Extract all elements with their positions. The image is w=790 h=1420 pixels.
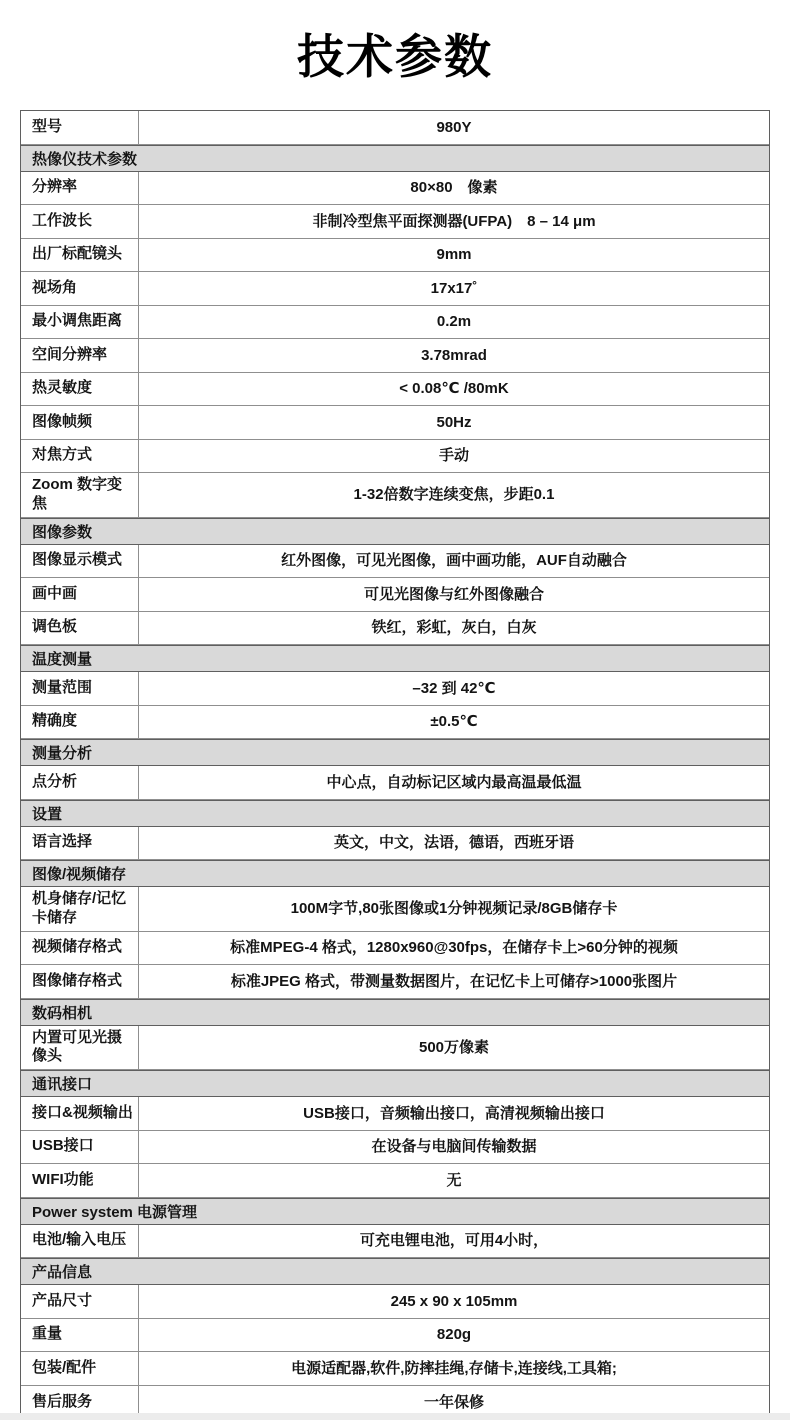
section-row (21, 1258, 769, 1285)
spec-value: USB接口，音频输出接口，高清视频输出接口 (303, 1104, 605, 1122)
section-label: 数码相机 (32, 1004, 93, 1022)
spec-label: 点分析 (21, 766, 139, 799)
spec-row (21, 1026, 769, 1071)
spec-label: Zoom 数字变焦 (21, 473, 139, 517)
spec-label: 重量 (21, 1319, 139, 1352)
spec-value: 无 (446, 1171, 462, 1189)
spec-row (21, 1131, 769, 1165)
spec-label: 产品尺寸 (21, 1285, 139, 1318)
spec-value: 3.78mrad (421, 346, 487, 364)
spec-row (21, 766, 769, 800)
spec-row (21, 1352, 769, 1386)
spec-value: 手动 (438, 447, 469, 464)
spec-value: 0.2m (436, 313, 472, 330)
spec-label: USB接口 (21, 1131, 139, 1164)
spec-value: 50Hz (436, 413, 472, 431)
spec-label: 热灵敏度 (21, 373, 139, 406)
spec-label: 画中画 (21, 578, 139, 611)
spec-value: 9mm (436, 246, 472, 263)
spec-row (21, 827, 769, 861)
spec-value: 80×80 像素 (410, 179, 498, 196)
spec-label: 内置可见光摄像头 (21, 1026, 139, 1070)
spec-label: 售后服务 (21, 1386, 139, 1420)
spec-value: < 0.08℃ /80mK (399, 380, 509, 397)
spec-value: 1-32倍数字连续变焦，步距0.1 (353, 486, 555, 503)
spec-value: 可充电锂电池，可用4小时， (359, 1232, 549, 1249)
section-row (21, 800, 769, 827)
spec-row (21, 578, 769, 612)
spec-row (21, 612, 769, 646)
footer-strip (0, 1413, 790, 1420)
spec-row (21, 1164, 769, 1198)
spec-label: 图像储存格式 (21, 965, 139, 998)
section-row (21, 518, 769, 545)
spec-row (21, 406, 769, 440)
section-label: 热像仪技术参数 (32, 150, 138, 168)
spec-label: 语言选择 (21, 827, 139, 860)
spec-value: 一年保修 (423, 1393, 484, 1411)
spec-label: 测量范围 (21, 672, 139, 705)
spec-value: 245 x 90 x 105mm (390, 1292, 518, 1310)
spec-row (21, 473, 769, 518)
spec-value: –32 到 42℃ (412, 679, 496, 697)
spec-label: 接口&视频输出 (21, 1097, 139, 1130)
spec-row (21, 932, 769, 966)
section-label: 设置 (32, 805, 63, 823)
spec-value: 英文，中文，法语，德语，西班牙语 (333, 834, 574, 851)
spec-value: 980Y (436, 118, 472, 136)
section-label: 通讯接口 (32, 1076, 93, 1093)
spec-row (21, 1319, 769, 1353)
spec-label: 空间分辨率 (21, 339, 139, 372)
spec-label: 工作波长 (21, 205, 139, 238)
spec-row (21, 205, 769, 239)
spec-value: 中心点，自动标记区域内最高温最低温 (326, 773, 582, 791)
spec-label: 分辨率 (21, 172, 139, 205)
spec-value: 820g (436, 1326, 472, 1343)
spec-label: 型号 (21, 111, 139, 144)
spec-row (21, 887, 769, 932)
section-row (21, 1198, 769, 1225)
section-label: 产品信息 (32, 1264, 93, 1281)
spec-row (21, 172, 769, 206)
spec-row (21, 545, 769, 579)
section-label: 温度测量 (32, 651, 93, 668)
spec-value: 铁红，彩虹，灰白，白灰 (371, 619, 537, 636)
spec-row (21, 373, 769, 407)
section-row (21, 739, 769, 766)
spec-value: 在设备与电脑间传输数据 (371, 1138, 537, 1155)
section-label: Power system 电源管理 (32, 1203, 198, 1221)
spec-row (21, 440, 769, 474)
spec-row (21, 339, 769, 373)
spec-label: 调色板 (21, 612, 139, 645)
section-row (21, 1070, 769, 1097)
spec-label: 图像帧频 (21, 406, 139, 439)
spec-value: 电源适配器,软件,防摔挂绳,存储卡,连接线,工具箱; (291, 1359, 617, 1377)
spec-value: 红外图像，可见光图像，画中画功能，AUF自动融合 (281, 552, 627, 569)
spec-label: 视场角 (21, 272, 139, 305)
section-row (21, 999, 769, 1026)
section-label: 图像/视频储存 (32, 866, 127, 883)
spec-label: WIFI功能 (21, 1164, 139, 1197)
section-row (21, 145, 769, 172)
spec-row (21, 706, 769, 740)
spec-table (20, 110, 770, 1420)
spec-label: 图像显示模式 (21, 545, 139, 578)
spec-label: 对焦方式 (21, 440, 139, 473)
spec-label: 最小调焦距离 (21, 306, 139, 339)
section-label: 测量分析 (32, 745, 93, 762)
spec-label: 机身储存/记忆卡储存 (21, 887, 139, 931)
spec-row (21, 239, 769, 273)
spec-row (21, 672, 769, 706)
section-row (21, 645, 769, 672)
spec-row (21, 965, 769, 999)
spec-value: 标准MPEG-4 格式，1280x960@30fps，在储存卡上>60分钟的视频 (230, 939, 678, 956)
spec-row (21, 111, 769, 145)
spec-value: 100M字节,80张图像或1分钟视频记录/8GB储存卡 (290, 900, 618, 917)
spec-value: 500万像素 (418, 1038, 490, 1056)
spec-row (21, 1097, 769, 1131)
spec-label: 包装/配件 (21, 1352, 139, 1385)
spec-label: 电池/输入电压 (21, 1225, 139, 1258)
section-row (21, 860, 769, 887)
spec-label: 视频储存格式 (21, 932, 139, 965)
spec-value: ±0.5℃ (430, 713, 478, 730)
spec-value: 可见光图像与红外图像融合 (363, 585, 544, 603)
spec-row (21, 1225, 769, 1259)
spec-value: 17x17˚ (430, 279, 478, 297)
spec-value: 标准JPEG 格式，带测量数据图片，在记忆卡上可储存>1000张图片 (230, 972, 678, 990)
spec-row (21, 272, 769, 306)
spec-label: 精确度 (21, 706, 139, 739)
spec-row (21, 306, 769, 340)
spec-value: 非制冷型焦平面探测器(UFPA) 8 – 14 μm (312, 212, 596, 230)
section-label: 图像参数 (32, 523, 93, 541)
spec-row (21, 1285, 769, 1319)
page-title: 技术参数 (297, 30, 493, 83)
spec-label: 出厂标配镜头 (21, 239, 139, 272)
